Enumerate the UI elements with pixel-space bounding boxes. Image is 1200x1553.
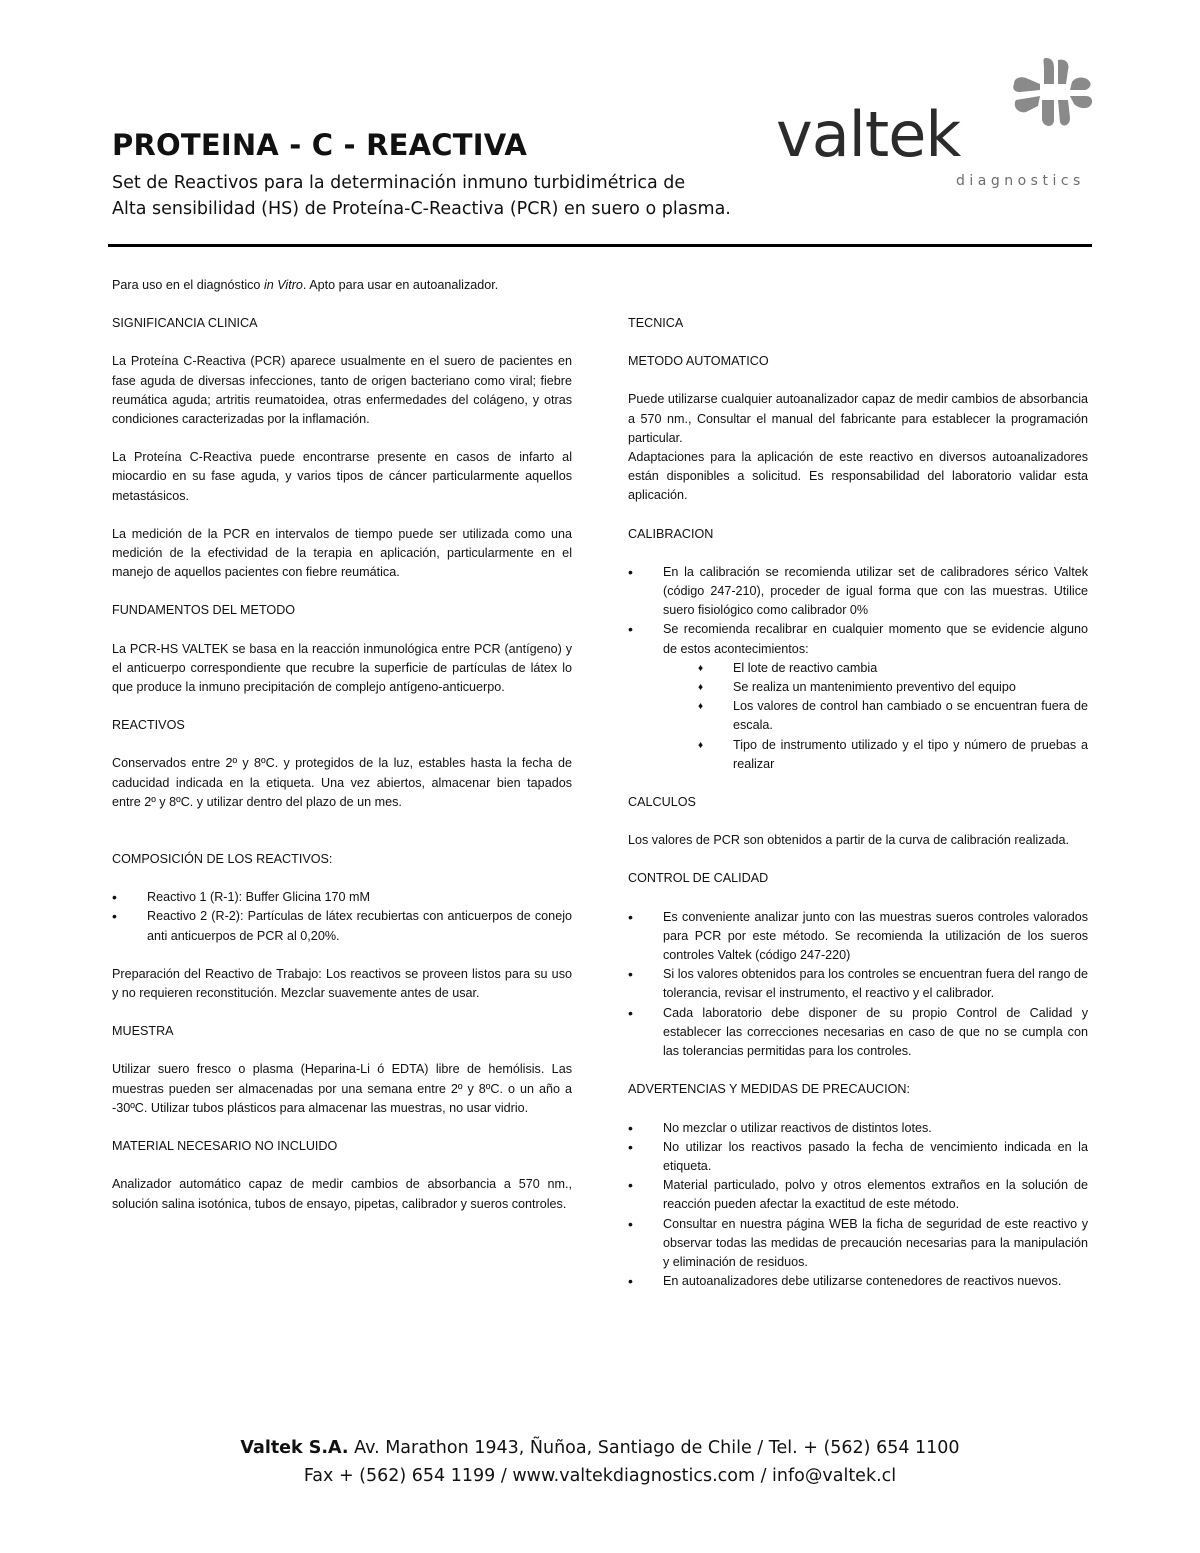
footer-company: Valtek S.A.: [240, 1438, 349, 1458]
material-heading: MATERIAL NECESARIO NO INCLUIDO: [112, 1139, 338, 1154]
intro-text: [112, 276, 572, 295]
fundamentos-paragraph: La PCR-HS VALTEK se basa en la reacción inmunológica entre PCR (antígeno) y el anticuerpo correspondiente que recubre la superficie de partículas de látex lo que produce la inmuno precipitación de complejo antígeno-anticuerpo.: [112, 641, 572, 695]
muestra-heading: MUESTRA: [112, 1024, 174, 1039]
reactivos-paragraph: Conservados entre 2º y 8ºC. y protegidos de la luz, estables hasta la fecha de caducidad indicada en la etiqueta. Una vez abiertos, almacenar bien tapados entre 2º y 8ºC. y utilizar dentro del plazo de un mes.: [112, 756, 572, 809]
list-item: • Reactivo 1 (R-1): Buffer Glicina 170 mM: [112, 888, 572, 907]
left-column: [112, 276, 572, 1233]
footer-address: Av. Marathon 1943, Ñuñoa, Santiago de Chile / Tel. + (562) 654 1100: [348, 1438, 960, 1458]
sublist-item: ♦ Tipo de instrumento utilizado y el tipo y número de pruebas a realizar: [698, 736, 1088, 774]
sublist-item: ♦ Los valores de control han cambiado o se encuentran fuera de escala.: [698, 697, 1088, 735]
spacer: [112, 831, 572, 850]
fundamentos-heading: FUNDAMENTOS DEL METODO: [112, 603, 296, 618]
significancia-paragraph-1: La Proteína C-Reactiva (PCR) aparece usualmente en el suero de pacientes en fase aguda de diversas infecciones, tanto de origen bacteriano como viral; fiebre reumática aguda; artritis reumatoidea, otras enfermedades del colágeno, y otras condiciones caracterizadas por la inflamación.: [112, 354, 572, 427]
list-item: • Reactivo 2 (R-2): Partículas de látex recubiertas con anticuerpos de conejo anti anticuerpos de PCR al 0,20%.: [112, 907, 572, 945]
significancia-paragraph-3: La medición de la PCR en intervalos de tiempo puede ser utilizada como una medición de la efectividad de la terapia en aplicación, particularmente en el manejo de aquellos pacientes con fiebre reumática.: [112, 526, 572, 580]
list-item: • No mezclar o utilizar reactivos de distintos lotes.: [628, 1119, 1088, 1138]
muestra-paragraph: Utilizar suero fresco o plasma (Heparina-Li ó EDTA) libre de hemólisis. Las muestras pueden ser almacenadas por una semana entre 2º y 8ºC. o un año a -30ºC. Utilizar tubos plásticos para almacenar las muestras, no usar vidrio.: [112, 1062, 572, 1115]
metodo-heading: METODO AUTOMATICO: [628, 354, 769, 369]
advertencias-list: [628, 1119, 1088, 1292]
tecnica-heading: TECNICA: [628, 316, 684, 330]
calibracion-list: [628, 563, 1088, 774]
logo-wordmark: valtek: [776, 98, 961, 171]
control-list: [628, 908, 1088, 1062]
document-subtitle: [112, 170, 772, 222]
composicion-heading: COMPOSICIÓN DE LOS REACTIVOS:: [112, 852, 333, 867]
list-item: • Es conveniente analizar junto con las muestras sueros controles valorados para PCR por este método. Se recomienda la utilización de los sueros controles Valtek (código 247-220): [628, 908, 1088, 966]
control-heading: CONTROL DE CALIDAD: [628, 871, 769, 886]
list-item: • Si los valores obtenidos para los controles se encuentran fuera del rango de tolerancia, revisar el instrumento, el reactivo y el calibrador.: [628, 965, 1088, 1003]
list-item: • En la calibración se recomienda utilizar set de calibradores sérico Valtek (código 247-210), proceder de igual forma que con las muestras. Utilice suero fisiológico como calibrador 0%: [628, 563, 1088, 621]
logo-tagline: diagnostics: [956, 173, 1085, 189]
composicion-list: [112, 888, 572, 946]
calculos-heading: CALCULOS: [628, 795, 696, 810]
metodo-paragraph-1: Puede utilizarse cualquier autoanalizador capaz de medir cambios de absorbancia a 570 nm., Consultar el manual del fabricante para establecer la programación particular.: [628, 392, 1088, 445]
list-item: [628, 620, 1088, 774]
calibracion-sublist: [663, 659, 1088, 774]
list-item: • Material particulado, polvo y otros elementos extraños en la solución de reacción pueden afectar la exactitud de este método.: [628, 1176, 1088, 1214]
intro-text-start: Para uso en el diagnóstico: [112, 278, 264, 292]
document-title: PROTEINA - C - REACTIVA: [112, 128, 528, 162]
header-divider: [108, 244, 1092, 247]
right-column: [628, 314, 1088, 1310]
subtitle-line-1: Set de Reactivos para la determinación inmuno turbidimétrica de: [112, 173, 686, 193]
metodo-paragraph-2: Adaptaciones para la aplicación de este reactivo en diversos autoanalizadores están disponibles a solicitud. Es responsabilidad del laboratorio validar esta aplicación.: [628, 450, 1088, 503]
advertencias-heading: ADVERTENCIAS Y MEDIDAS DE PRECAUCION:: [628, 1082, 911, 1097]
sublist-item: ♦ Se realiza un mantenimiento preventivo del equipo: [698, 678, 1088, 697]
intro-text-italic: in Vitro: [263, 278, 303, 292]
list-item: • No utilizar los reactivos pasado la fecha de vencimiento indicada en la etiqueta.: [628, 1138, 1088, 1176]
significancia-heading: SIGNIFICANCIA CLINICA: [112, 316, 258, 331]
list-item: • En autoanalizadores debe utilizarse contenedores de reactivos nuevos.: [628, 1272, 1088, 1291]
subtitle-line-2: Alta sensibilidad (HS) de Proteína-C-Reactiva (PCR) en suero o plasma.: [112, 199, 731, 219]
preparacion-paragraph: Preparación del Reactivo de Trabajo: Los reactivos se proveen listos para su uso y no requieren reconstitución. Mezclar suavemente antes de usar.: [112, 966, 572, 1001]
calculos-paragraph: Los valores de PCR son obtenidos a partir de la curva de calibración realizada.: [628, 833, 1070, 848]
significancia-paragraph-2: La Proteína C-Reactiva puede encontrarse presente en casos de infarto al miocardio en su fase aguda, y varios tipos de cáncer particularmente aquellos metastásicos.: [112, 450, 572, 503]
intro-text-end: . Apto para usar en autoanalizador.: [302, 278, 499, 292]
list-item-text: Se recomienda recalibrar en cualquier momento que se evidencie alguno de estos acontecimientos:: [663, 622, 1088, 656]
list-item: • Cada laboratorio debe disponer de su propio Control de Calidad y establecer las correcciones necesarias en caso de que no se cumpla con las tolerancias permitidas para los controles.: [628, 1004, 1088, 1062]
reactivos-heading: REACTIVOS: [112, 718, 185, 733]
material-paragraph: Analizador automático capaz de medir cambios de absorbancia a 570 nm., solución salina isotónica, tubos de ensayo, pipetas, calibrador y sueros controles.: [112, 1177, 572, 1211]
footer-line-2: Fax + (562) 654 1199 / www.valtekdiagnostics.com / info@valtek.cl: [303, 1466, 897, 1486]
list-item: • Consultar en nuestra página WEB la ficha de seguridad de este reactivo y observar todas las medidas de precaución necesarias para la manipulación y eliminación de residuos.: [628, 1215, 1088, 1273]
sublist-item: ♦ El lote de reactivo cambia: [698, 659, 1088, 678]
calibracion-heading: CALIBRACION: [628, 526, 714, 541]
valtek-logo: [776, 54, 1096, 194]
footer-line-1: [0, 1434, 1200, 1462]
valtek-cross-mark-icon: [1006, 54, 1096, 134]
page-footer: [0, 1434, 1200, 1490]
